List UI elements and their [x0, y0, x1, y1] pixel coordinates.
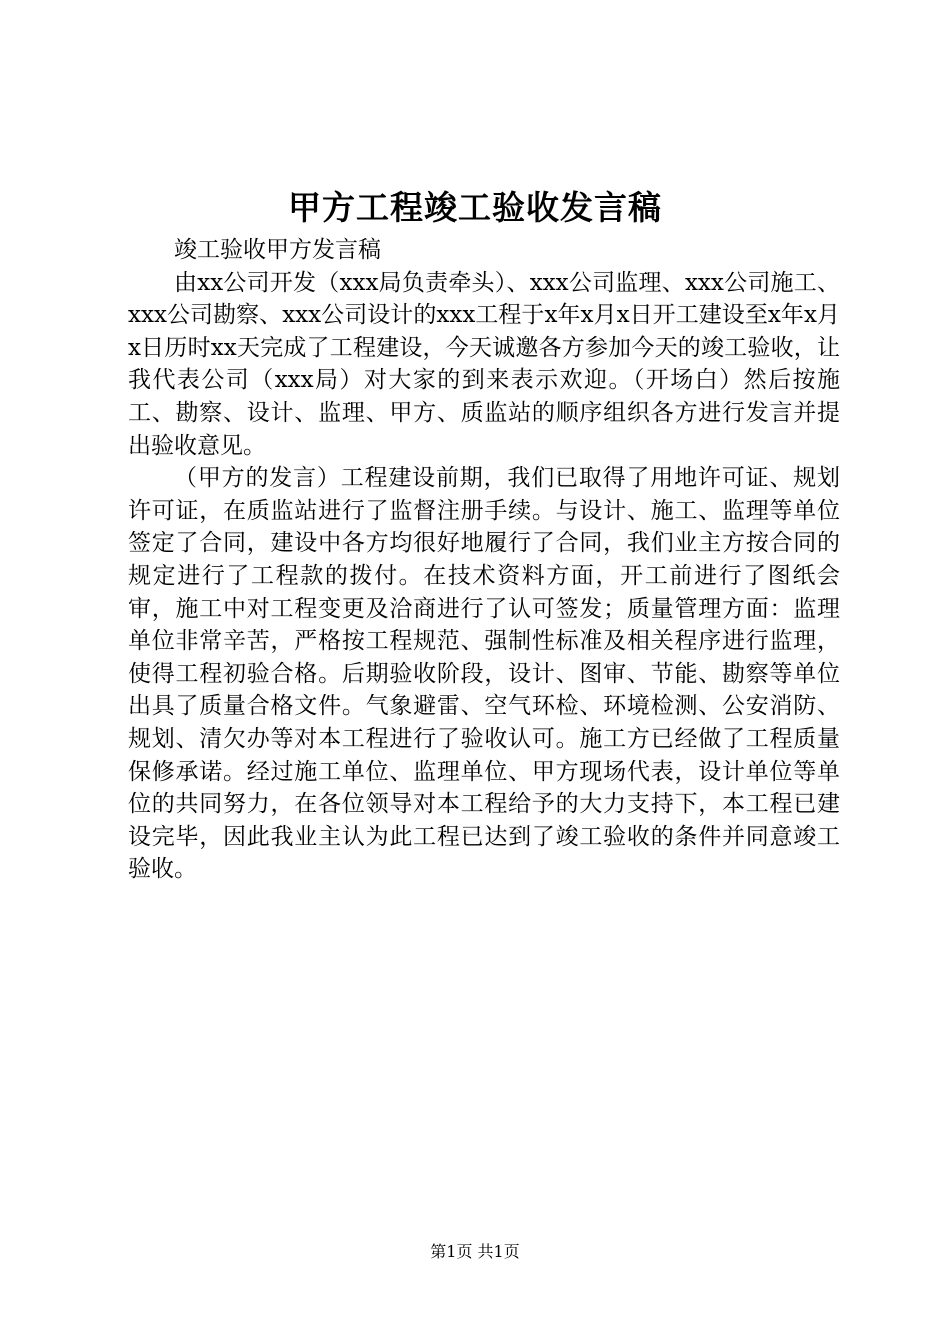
document-title: 甲方工程竣工验收发言稿 — [288, 188, 662, 227]
document-body — [128, 234, 840, 886]
paragraph-opening: 由xx公司开发（xxx局负责牵头）、xxx公司监理、xxx公司施工、xxx公司勘察、xxx公司设计的xxx工程于x年x月x日开工建设至x年x月x日历时xx天完成了工程建设，今天诚邀各方参加今天的竣工验收，让我代表公司（xxx局）对大家的到来表示欢迎。（开场白）然后按施工、勘察、设计、监理、甲方、质监站的顺序组织各方进行发言并提出验收意见。 — [128, 269, 840, 459]
paragraph-subtitle: 竣工验收甲方发言稿 — [174, 237, 381, 263]
page-number-footer: 第1页 共1页 — [430, 1242, 520, 1261]
paragraph-client-speech: （甲方的发言）工程建设前期，我们已取得了用地许可证、规划许可证，在质监站进行了监督注册手续。与设计、施工、监理等单位签定了合同，建设中各方均很好地履行了合同，我们业主方按合同的规定进行了工程款的拨付。在技术资料方面，开工前进行了图纸会审，施工中对工程变更及洽商进行了认可签发；质量管理方面：监理单位非常辛苦，严格按工程规范、强制性标准及相关程序进行监理，使得工程初验合格。后期验收阶段，设计、图审、节能、勘察等单位出具了质量合格文件。气象避雷、空气环检、环境检测、公安消防、规划、清欠办等对本工程进行了验收认可。施工方已经做了工程质量保修承诺。经过施工单位、监理单位、甲方现场代表，设计单位等单位的共同努力，在各位领导对本工程给予的大力支持下，本工程已建设完毕，因此我业主认为此工程已达到了竣工验收的条件并同意竣工验收。 — [128, 465, 840, 883]
